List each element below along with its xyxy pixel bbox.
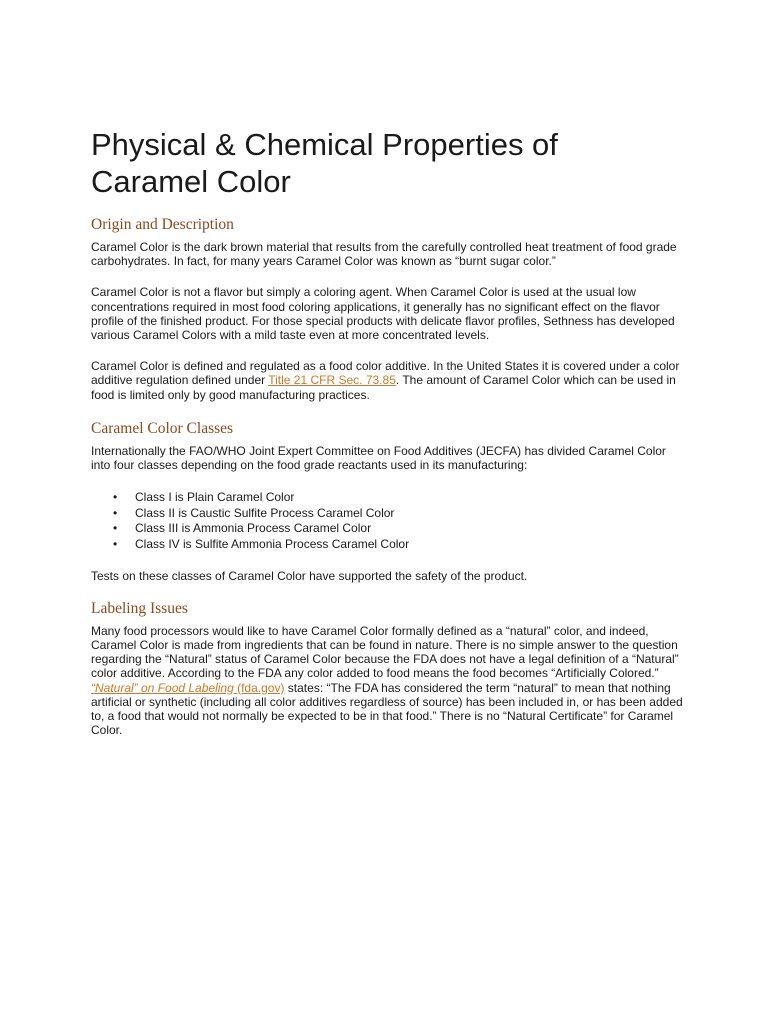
fda-domain-label: (fda.gov)	[233, 680, 285, 695]
list-item	[91, 490, 683, 506]
origin-paragraph-3	[91, 359, 683, 402]
list-item-text: Class IV is Sulfite Ammonia Process Caramel Color	[135, 537, 410, 552]
section-heading-labeling: Labeling Issues	[91, 599, 188, 617]
classes-outro: Tests on these classes of Caramel Color have supported the safety of the product.	[91, 568, 528, 583]
classes-list	[91, 490, 683, 552]
fda-natural-labeling-link[interactable]	[91, 681, 284, 695]
cfr-regulation-link[interactable]: Title 21 CFR Sec. 73.85	[268, 373, 396, 388]
list-item	[91, 521, 683, 537]
bullet-icon: •	[113, 521, 118, 536]
fda-natural-labeling-title: “Natural” on Food Labeling	[91, 680, 234, 695]
origin-paragraph-2: Caramel Color is not a flavor but simply a coloring agent. When Caramel Color is used at the usual low concentrations required in most food coloring applications, it generally has no significant effect on the flavor profile of the finished product. For those special products with delicate flavor profiles, Sethness has developed various Caramel Colors with a mild taste even at more concentrated levels.	[91, 285, 675, 343]
list-item-text: Class I is Plain Caramel Color	[135, 490, 295, 505]
origin-paragraph-1: Caramel Color is the dark brown material that results from the carefully controlled heat treatment of food grade carbohydrates. In fact, for many years Caramel Color was known as “burnt sugar color.”	[91, 240, 677, 269]
list-item-text: Class II is Caustic Sulfite Process Caramel Color	[135, 505, 395, 520]
bullet-icon: •	[113, 490, 118, 505]
bullet-icon: •	[113, 505, 118, 520]
labeling-paragraph	[91, 624, 683, 738]
section-heading-origin: Origin and Description	[91, 216, 234, 233]
list-item-text: Class III is Ammonia Process Caramel Color	[135, 521, 372, 536]
list-item	[91, 506, 683, 522]
labeling-text-after: states: “The FDA has considered the term “natural” to mean that nothing artificial or synthetic (including all color additives regardless of source) has been included in, or has been added to, a food that would not normally be expected to be in that food.” There is no “Natural Certificate” for Caramel Color.	[91, 680, 683, 738]
labeling-text-before: Many food processors would like to have Caramel Color formally defined as a “natural” color, and indeed, Caramel Color is made from ingredients that can be found in nature. There is no simple answer to the question regarding the “Natural” status of Caramel Color because the FDA does not have a legal definition of a “Natural” color additive. According to the FDA any color added to food means the food becomes “Artificially Colored.”	[91, 623, 679, 681]
document-page	[91, 126, 683, 749]
bullet-icon: •	[113, 537, 118, 552]
classes-intro: Internationally the FAO/WHO Joint Expert Committee on Food Additives (JECFA) has divided Caramel Color into four classes depending on the food grade reactants used in its manufacturing:	[91, 443, 666, 473]
origin-paragraph-3-text-before: Caramel Color is defined and regulated as a food color additive. In the United States it is covered under a color additive regulation defined under	[91, 359, 680, 388]
section-heading-classes: Caramel Color Classes	[91, 419, 234, 437]
origin-paragraph-3-text-after: . The amount of Caramel Color which can be used in food is limited only by good manufacturing practices.	[91, 373, 676, 402]
list-item	[91, 537, 683, 553]
page-title: Physical & Chemical Properties of Caramel Color	[91, 127, 558, 199]
